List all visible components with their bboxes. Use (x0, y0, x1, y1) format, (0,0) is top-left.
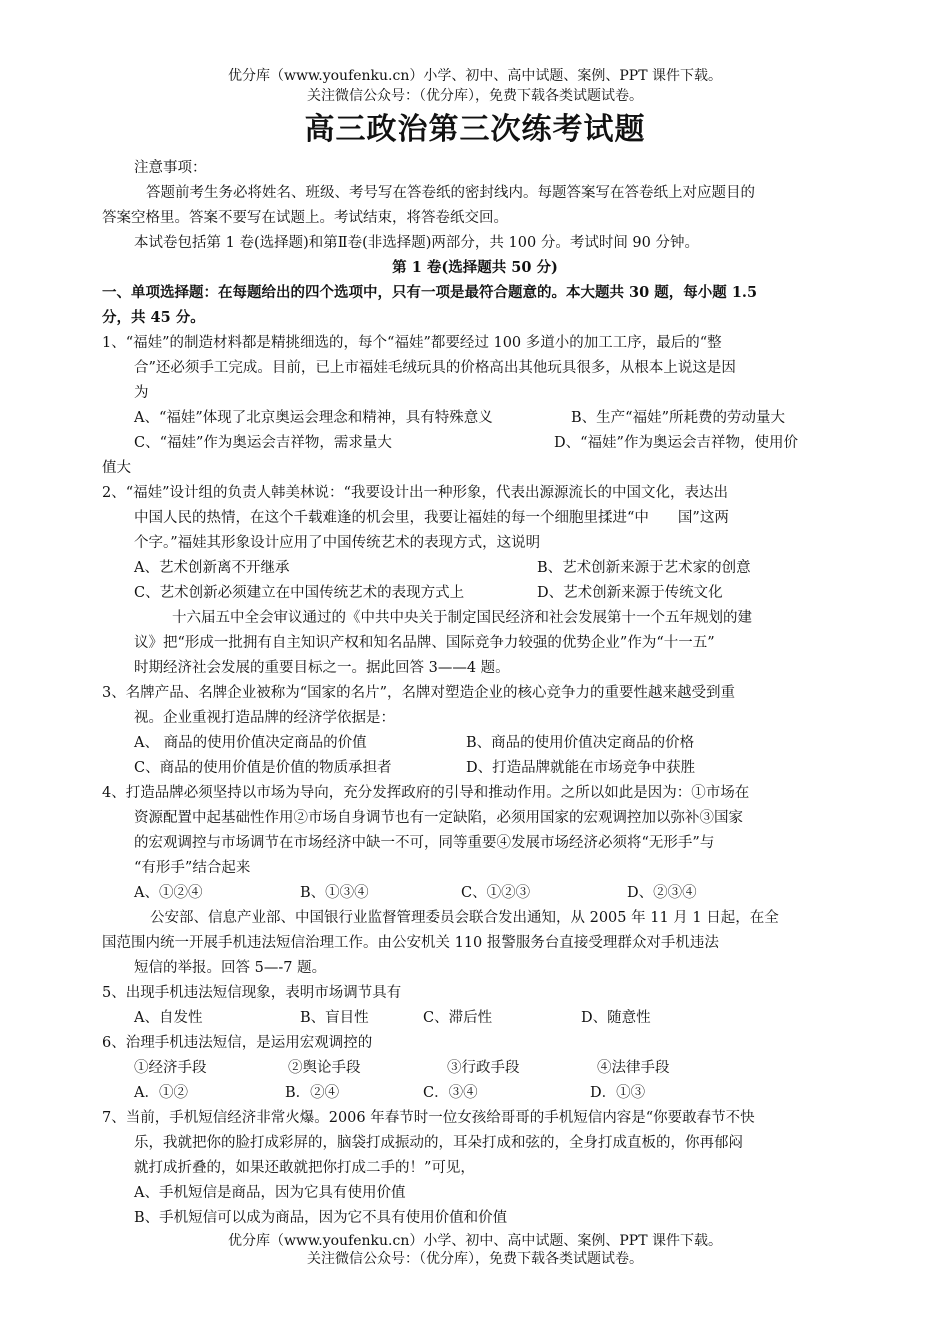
q2-option-a: A、艺术创新离不开继承 (134, 560, 290, 576)
q2-option-b: B、艺术创新来源于艺术家的创意 (537, 560, 751, 576)
q6-option-d: D．①③ (590, 1085, 646, 1101)
q3-line-1: 3、名牌产品、名牌企业被称为“国家的名片”，名牌对塑造企业的核心竞争力的重要性越来越受到重 (102, 685, 736, 701)
q4-option-a: A、①②④ (134, 885, 203, 901)
intro34-line-3: 时期经济社会发展的重要目标之一。据此回答 3——4 题。 (134, 660, 510, 676)
q4-option-b: B、①③④ (300, 885, 369, 901)
q3-option-b: B、商品的使用价值决定商品的价格 (466, 735, 695, 751)
q6-statement-1: ①经济手段 (134, 1060, 207, 1076)
q2-line-2: 中国人民的热情，在这个千载难逢的机会里，我要让福娃的每一个细胞里揉进“中 国”这两 (134, 510, 729, 526)
q1-option-d: D、“福娃”作为奥运会吉祥物，使用价 (554, 435, 798, 451)
q4-line-4: “有形手”结合起来 (134, 860, 251, 876)
intro34-line-2: 议》把“形成一批拥有自主知识产权和知名品牌、国际竞争力较强的优势企业”作为“十一五” (134, 635, 715, 651)
q1-option-b: B、生产“福娃”所耗费的劳动量大 (571, 410, 785, 426)
intro57-line-1: 公安部、信息产业部、中国银行业监督管理委员会联合发出通知，从 2005 年 11 月 1 日起，在全 (150, 910, 779, 926)
part-heading-b: 分，共 45 分。 (102, 309, 205, 326)
notice-p1b: 答案空格里。答案不要写在试题上。考试结束，将答卷纸交回。 (102, 210, 508, 226)
q6-statement-2: ②舆论手段 (288, 1060, 361, 1076)
q4-option-c: C、①②③ (461, 885, 531, 901)
q7-line-1: 7、当前，手机短信经济非常火爆。2006 年春节时一位女孩给哥哥的手机短信内容是“你要敢春节不快 (102, 1110, 755, 1126)
q5-option-b: B、盲目性 (300, 1010, 369, 1026)
intro34-line-1: 十六届五中全会审议通过的《中共中央关于制定国民经济和社会发展第十一个五年规划的建 (172, 610, 752, 626)
q1-option-a: A、“福娃”体现了北京奥运会理念和精神，具有特殊意义 (134, 410, 493, 426)
q1-line-2: 合”还必须手工完成。目前，已上市福娃毛绒玩具的价格高出其他玩具很多，从根本上说这是因 (134, 360, 736, 376)
q1-option-d-cont: 值大 (102, 460, 131, 476)
q6-statement-4: ④法律手段 (597, 1060, 670, 1076)
notice-p1a: 答题前考生务必将姓名、班级、考号写在答卷纸的密封线内。每题答案写在答卷纸上对应题目的 (146, 185, 755, 201)
q4-option-d: D、②③④ (627, 885, 697, 901)
q5-option-d: D、随意性 (581, 1010, 651, 1026)
q5-option-c: C、滞后性 (423, 1010, 493, 1026)
section-heading: 第 1 卷(选择题共 50 分) (392, 259, 558, 276)
page-title: 高三政治第三次练考试题 (304, 112, 646, 147)
q7-line-2: 乐，我就把你的脸打成彩屏的，脑袋打成振动的，耳朵打成和弦的，全身打成直板的，你再郁闷 (134, 1135, 743, 1151)
q1-line-3: 为 (134, 385, 149, 401)
header-line-2: 关注微信公众号：（优分库），免费下载各类试题试卷。 (307, 88, 643, 104)
q7-option-a: A、手机短信是商品，因为它具有使用价值 (134, 1185, 406, 1201)
q2-option-c: C、艺术创新必须建立在中国传统艺术的表现方式上 (134, 585, 465, 601)
q4-line-2: 资源配置中起基础性作用②市场自身调节也有一定缺陷，必须用国家的宏观调控加以弥补③国家 (134, 810, 743, 826)
footer-line-2: 关注微信公众号：（优分库），免费下载各类试题试卷。 (307, 1251, 643, 1267)
q7-option-b: B、手机短信可以成为商品，因为它不具有使用价值和价值 (134, 1210, 508, 1226)
q3-option-d: D、打造品牌就能在市场竞争中获胜 (466, 760, 696, 776)
q4-line-3: 的宏观调控与市场调节在市场经济中缺一不可，同等重要④发展市场经济必须将“无形手”与 (134, 835, 715, 851)
notice-label: 注意事项： (134, 160, 207, 176)
q6-statement-3: ③行政手段 (447, 1060, 520, 1076)
intro57-line-2: 国范围内统一开展手机违法短信治理工作。由公安机关 110 报警服务台直接受理群众对手机违法 (102, 935, 719, 951)
q3-option-c: C、商品的使用价值是价值的物质承担者 (134, 760, 392, 776)
q6-option-a: A．①② (134, 1085, 188, 1101)
q5-option-a: A、自发性 (134, 1010, 203, 1026)
notice-p2: 本试卷包括第 1 卷(选择题)和第Ⅱ卷(非选择题)两部分，共 100 分。考试时间 90 分钟。 (134, 235, 699, 251)
q7-line-3: 就打成折叠的，如果还敢就把你打成二手的！”可见， (134, 1160, 475, 1176)
q2-option-d: D、艺术创新来源于传统文化 (537, 585, 723, 601)
q6-option-c: C．③④ (423, 1085, 478, 1101)
q1-option-c: C、“福娃”作为奥运会吉祥物，需求量大 (134, 435, 392, 451)
footer-line-1: 优分库（www.youfenku.cn）小学、初中、高中试题、案例、PPT 课件下载。 (227, 1233, 722, 1249)
header-line-1: 优分库（www.youfenku.cn）小学、初中、高中试题、案例、PPT 课件下载。 (227, 68, 722, 84)
q2-line-1: 2、“福娃”设计组的负责人韩美林说：“我要设计出一种形象，代表出源源流长的中国文化，表达出 (102, 485, 728, 501)
q4-line-1: 4、打造品牌必须坚持以市场为导向，充分发挥政府的引导和推动作用。之所以如此是因为：①市场在 (102, 785, 750, 801)
q1-line-1: 1、“福娃”的制造材料都是精挑细选的，每个“福娃”都要经过 100 多道小的加工工序，最后的“整 (102, 335, 722, 351)
q3-line-2: 视。企业重视打造品牌的经济学依据是： (134, 710, 395, 726)
q5-line-1: 5、出现手机违法短信现象，表明市场调节具有 (102, 985, 402, 1001)
q2-line-3: 个字。”福娃其形象设计应用了中国传统艺术的表现方式，这说明 (134, 535, 541, 551)
part-heading-a: 一、单项选择题：在每题给出的四个选项中，只有一项是最符合题意的。本大题共 30 题，每小题 1.5 (102, 284, 758, 301)
q6-option-b: B．②④ (285, 1085, 340, 1101)
q6-line-1: 6、治理手机违法短信，是运用宏观调控的 (102, 1035, 373, 1051)
intro57-line-3: 短信的举报。回答 5—-7 题。 (134, 960, 327, 976)
q3-option-a: A、 商品的使用价值决定商品的价值 (134, 735, 367, 751)
